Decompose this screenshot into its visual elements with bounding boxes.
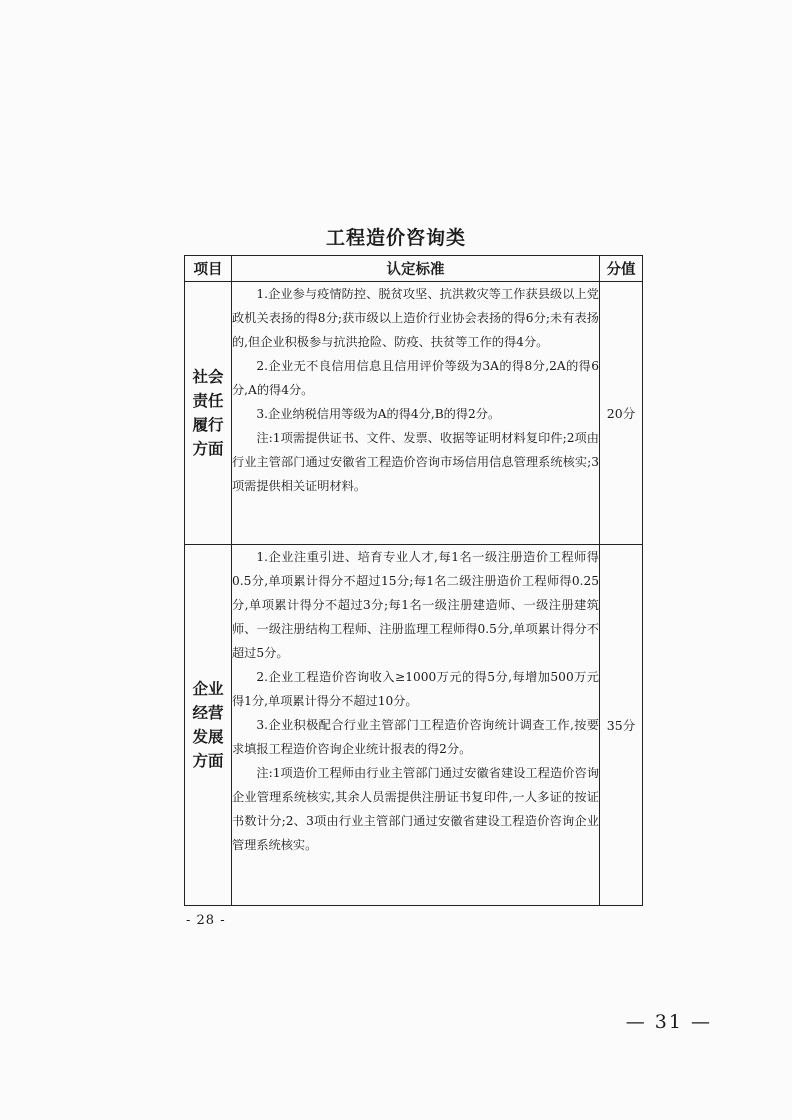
criteria-cell xyxy=(232,545,600,906)
item-cell xyxy=(185,545,232,906)
criteria-note: 注:1项造价工程师由行业主管部门通过安徽省建设工程造价咨询企业管理系统核实,其余人员需提供注册证书复印件,一人多证的按证书数计分;2、3项由行业主管部门通过安徽省建设工程造价咨询企业管理系统核实。 xyxy=(232,766,599,852)
criteria-paragraph: 3.企业纳税信用等级为A的得4分,B的得2分。 xyxy=(256,407,501,421)
criteria-paragraph: 3.企业积极配合行业主管部门工程造价咨询统计调查工作,按要求填报工程造价咨询企业统计报表的得2分。 xyxy=(232,718,599,756)
criteria-paragraph: 1.企业参与疫情防控、脱贫攻坚、抗洪救灾等工作获县级以上党政机关表扬的得8分;获市级以上造价行业协会表扬的得6分;未有表扬的,但企业积极参与抗洪抢险、防疫、扶贫等工作的得4分。 xyxy=(232,287,599,349)
criteria-paragraph: 2.企业无不良信用信息且信用评价等级为3A的得8分,2A的得6分,A的得4分。 xyxy=(232,359,599,397)
item-cell xyxy=(185,282,232,545)
score-cell: 35分 xyxy=(600,545,643,906)
inner-page-number: - 28 - xyxy=(186,913,226,928)
item-label-social-responsibility: 社会责任履行方面 xyxy=(192,368,224,458)
item-label-business-development: 企业经营发展方面 xyxy=(192,680,224,770)
criteria-cell xyxy=(232,282,600,545)
outer-page-number: — 31 — xyxy=(625,1011,712,1033)
header-criteria: 认定标准 xyxy=(232,256,600,282)
score-cell: 20分 xyxy=(600,282,643,545)
criteria-table xyxy=(184,255,643,906)
header-item: 项目 xyxy=(185,256,232,282)
criteria-paragraph: 2.企业工程造价咨询收入≥1000万元的得5分,每增加500万元得1分,单项累计得分不超过10分。 xyxy=(232,670,599,708)
table-row xyxy=(185,282,643,545)
table-header-row xyxy=(185,256,643,282)
header-score: 分值 xyxy=(600,256,643,282)
criteria-note: 注:1项需提供证书、文件、发票、收据等证明材料复印件;2项由行业主管部门通过安徽省工程造价咨询市场信用信息管理系统核实;3项需提供相关证明材料。 xyxy=(232,431,599,493)
criteria-paragraph: 1.企业注重引进、培育专业人才,每1名一级注册造价工程师得0.5分,单项累计得分不超过15分;每1名二级注册造价工程师得0.25分,单项累计得分不超过3分;每1名一级注册建造师、一级注册建筑师、一级注册结构工程师、注册监理工程师得0.5分,单项累计得分不超过5分。 xyxy=(232,550,599,660)
table-row xyxy=(185,545,643,906)
document-title: 工程造价咨询类 xyxy=(325,227,466,249)
